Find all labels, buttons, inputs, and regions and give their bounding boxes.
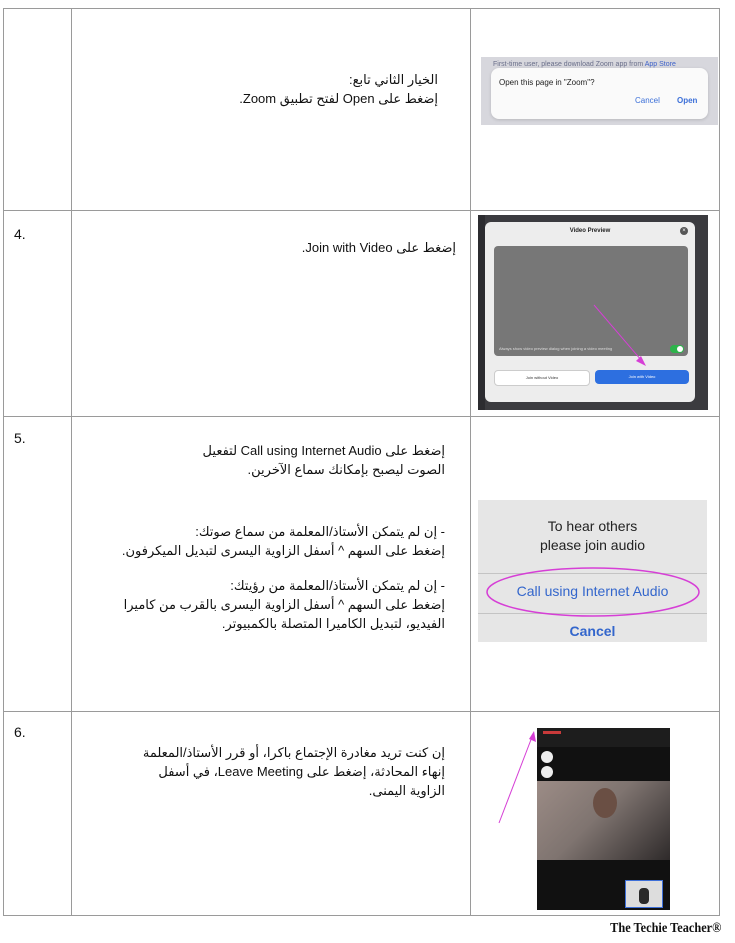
leave-meeting-button (543, 731, 561, 734)
text-line: إضغط على Call using Internet Audio لتفعيل (202, 443, 445, 458)
close-icon: × (680, 227, 688, 235)
text-line: الخيار الثاني تابع: (349, 72, 438, 87)
table-border-right (719, 8, 720, 916)
meeting-top-bar (537, 728, 670, 747)
open-page-dialog (491, 68, 708, 119)
open-zoom-screenshot (481, 57, 718, 125)
join-without-video-button: Join without Video (494, 370, 590, 386)
preview-checkbox-label: Always show video preview dialog when joining a video meeting (499, 346, 613, 351)
table-border-bottom (3, 915, 720, 916)
self-view-thumbnail (625, 880, 663, 908)
table-divider-text (470, 8, 471, 916)
text-line: - إن لم يتمكن الأستاذ/المعلمة من سماع صوتك: (195, 524, 445, 539)
participant-head (593, 788, 617, 818)
join-audio-screenshot (478, 500, 707, 642)
video-preview-screenshot (478, 215, 708, 410)
cancel-button: Cancel (635, 96, 660, 105)
text-line: إضغط على السهم ^ أسفل الزاوية اليسرى بالقرب من كاميرا (123, 597, 445, 612)
highlight-ellipse (478, 500, 707, 642)
text-line: إضغط على السهم ^ أسفل الزاوية اليسرى لتبديل الميكرفون. (121, 543, 445, 558)
dialog-question: Open this page in "Zoom"? (499, 78, 595, 87)
control-icon (541, 766, 553, 778)
table-border-top (3, 8, 720, 9)
join-with-video-button: Join with Video (595, 370, 689, 384)
cancel-button: Cancel (569, 623, 616, 639)
app-store-link: App Store (644, 61, 676, 68)
text-line: الزاوية اليمنى. (368, 783, 445, 798)
text-line: الفيديو، لتبديل الكاميرا المتصلة بالكمبيوتر. (221, 616, 445, 631)
row-divider (3, 416, 720, 417)
open-button: Open (677, 96, 698, 105)
footer-brand: The Techie Teacher® (609, 921, 721, 936)
download-notice: First-time user, please download Zoom app from App Store (493, 61, 676, 68)
row-number: 5. (14, 430, 26, 446)
panel-title: Video Preview (569, 228, 611, 234)
row-text (98, 70, 438, 108)
row-text (116, 238, 456, 257)
row-divider (3, 210, 720, 211)
control-icon (541, 751, 553, 763)
row-text (85, 441, 445, 633)
row-number: 4. (14, 226, 26, 242)
text-line: إضغط على Join with Video. (301, 240, 456, 255)
text-line: إن كنت تريد مغادرة الإجتماع باكرا، أو قرر الأستاذ/المعلمة (142, 745, 445, 760)
row-text (85, 743, 445, 800)
row-divider (3, 711, 720, 712)
annotation-arrow (478, 215, 708, 410)
text-line: إضغط على Open لفتح تطبيق Zoom. (239, 91, 438, 106)
meeting-screenshot (537, 728, 670, 910)
row-number: 6. (14, 724, 26, 740)
table-border-left (3, 8, 4, 916)
text-line: - إن لم يتمكن الأستاذ/المعلمة من رؤيتك: (230, 578, 445, 593)
call-internet-audio-button: Call using Internet Audio (516, 583, 669, 599)
text-line: إنهاء المحادثة، إضغط على Leave Meeting، في أسفل (158, 764, 445, 779)
text-line: الصوت ليصبح بإمكانك سماع الآخرين. (247, 462, 445, 477)
table-divider-number (71, 8, 72, 916)
join-audio-heading: To hear others please join audio (539, 518, 646, 553)
